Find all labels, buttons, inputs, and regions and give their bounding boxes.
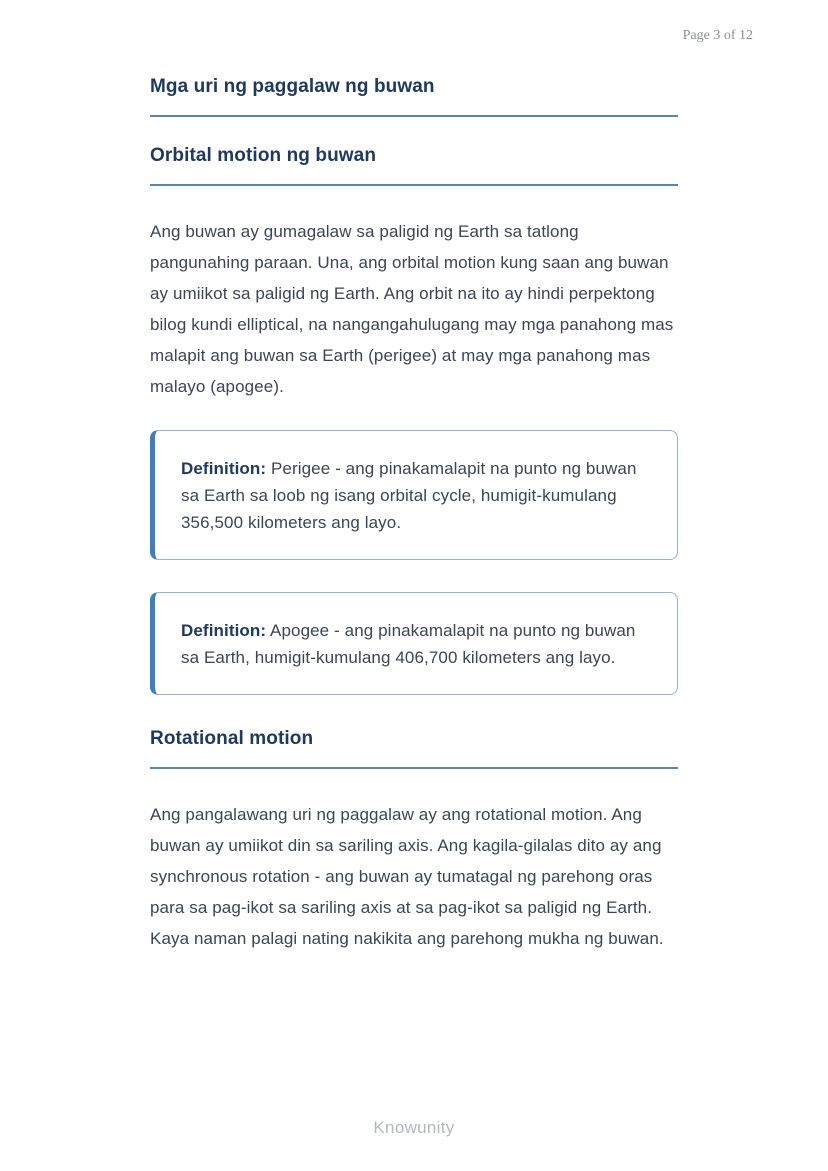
definition-label: Definition: xyxy=(181,621,267,640)
footer-brand: Knowunity xyxy=(373,1118,455,1137)
document-content xyxy=(150,0,678,954)
definition-box-apogee xyxy=(150,592,678,695)
definition-body: Perigee - ang pinakamalapit na punto ng buwan sa Earth sa loob ng isang orbital cycle, humigit-kumulang 356,500 kilometers ang layo. xyxy=(181,459,637,532)
heading-rotational-motion: Rotational motion xyxy=(150,728,678,769)
paragraph-orbital-motion: Ang buwan ay gumagalaw sa paligid ng Earth sa tatlong pangunahing paraan. Una, ang orbital motion kung saan ang buwan ay umiikot sa paligid ng Earth. Ang orbit na ito ay hindi perpektong bilog kundi elliptical, na nangangahulugang may mga panahong mas malapit ang buwan sa Earth (perigee) at may mga panahong mas malayo (apogee). xyxy=(150,222,674,396)
definition-box-perigee xyxy=(150,430,678,560)
definition-text-apogee xyxy=(181,617,651,671)
paragraph-rotational-motion: Ang pangalawang uri ng paggalaw ay ang rotational motion. Ang buwan ay umiikot din sa sariling axis. Ang kagila-gilalas dito ay ang synchronous rotation - ang buwan ay tumatagal ng parehong oras para sa pag-ikot sa sariling axis at sa pag-ikot sa paligid ng Earth. Kaya naman palagi nating nakikita ang parehong mukha ng buwan. xyxy=(150,805,664,948)
page-number: Page 3 of 12 xyxy=(682,28,753,43)
definition-label: Definition: xyxy=(181,459,267,478)
heading-orbital-motion: Orbital motion ng buwan xyxy=(150,145,678,186)
definition-body: Apogee - ang pinakamalapit na punto ng buwan sa Earth, humigit-kumulang 406,700 kilometers ang layo. xyxy=(181,621,636,667)
definition-text-perigee xyxy=(181,455,651,536)
heading-mga-uri-ng-paggalaw: Mga uri ng paggalaw ng buwan xyxy=(150,76,678,117)
